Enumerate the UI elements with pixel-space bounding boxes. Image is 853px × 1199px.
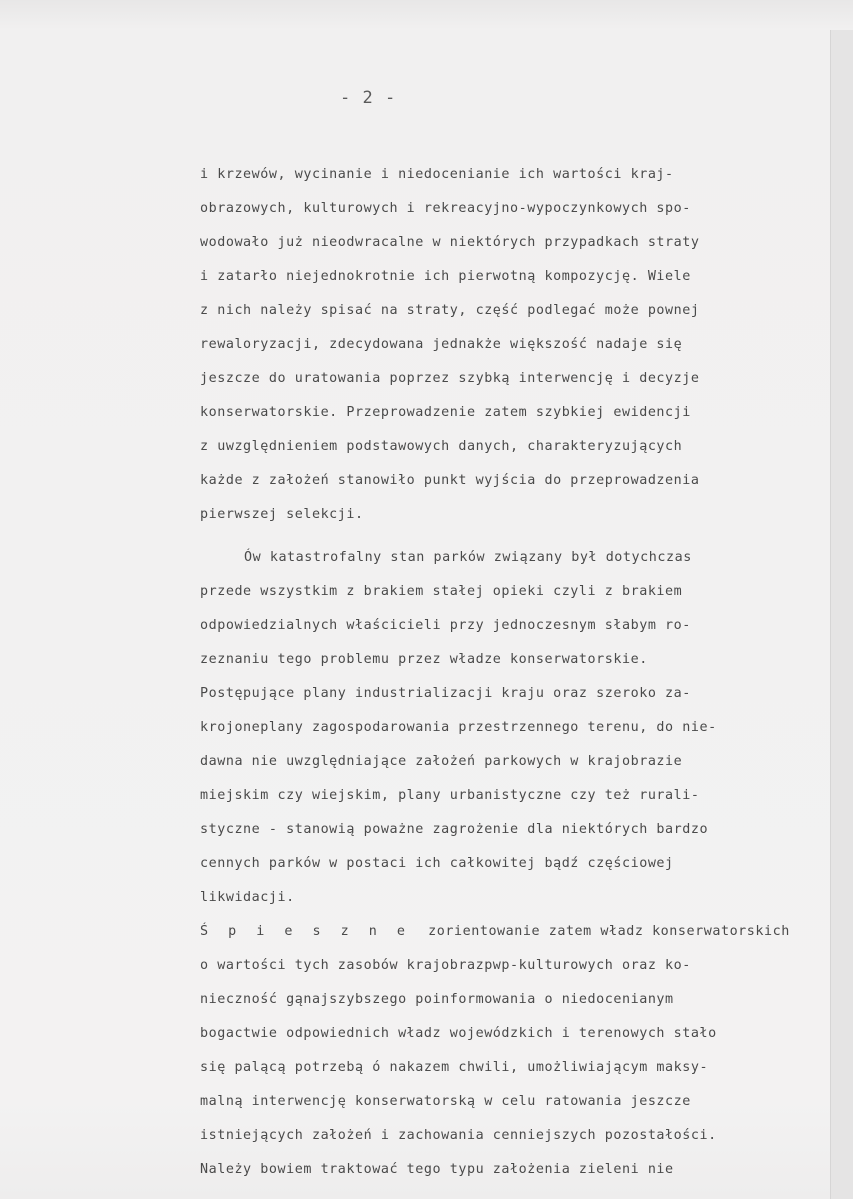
emphasized-word: Ś p i e s z n e xyxy=(200,924,411,939)
paragraph-2 xyxy=(200,541,825,915)
text-line-rest: zorientowanie zatem władz konserwatorskich xyxy=(410,924,790,939)
text-line: przede wszystkim z brakiem stałej opieki czyli z brakiem xyxy=(200,584,683,599)
text-line: rewaloryzacji, zdecydowana jednakże większość nadaje się xyxy=(200,337,683,352)
text-line: każde z założeń stanowiło punkt wyjścia do przeprowadzenia xyxy=(200,473,700,488)
text-line: jeszcze do uratowania poprzez szybką interwencję i decyzje xyxy=(200,371,700,386)
text-line: Należy bowiem traktować tego typu założenia zieleni nie xyxy=(200,1162,674,1177)
text-line: malną interwencję konserwatorską w celu ratowania jeszcze xyxy=(200,1094,691,1109)
text-line: zeznaniu tego problemu przez władze konserwatorskie. xyxy=(200,652,648,667)
text-line: istniejących założeń i zachowania cenniejszych pozostałości. xyxy=(200,1128,717,1143)
text-line: się palącą potrzebą ó nakazem chwili, umożliwiającym maksy- xyxy=(200,1060,709,1075)
paragraph-1 xyxy=(200,158,825,532)
text-line: i krzewów, wycinanie i niedocenianie ich wartości kraj- xyxy=(200,167,674,182)
text-line: z nich należy spisać na straty, część podlegać może pownej xyxy=(200,303,700,318)
text-line: likwidacji. xyxy=(200,890,295,905)
text-line: pierwszej selekcji. xyxy=(200,507,364,522)
text-line: i zatarło niejednokrotnie ich pierwotną kompozycję. Wiele xyxy=(200,269,691,284)
text-line: miejskim czy wiejskim, plany urbanistyczne czy też rurali- xyxy=(200,788,700,803)
text-line: krojoneplany zagospodarowania przestrzennego terenu, do nie- xyxy=(200,720,717,735)
text-line: styczne - stanowią poważne zagrożenie dla niektórych bardzo xyxy=(200,822,709,837)
text-line: konserwatorskie. Przeprowadzenie zatem szybkiej ewidencji xyxy=(200,405,691,420)
text-line: cennych parków w postaci ich całkowitej bądź częściowej xyxy=(200,856,674,871)
text-line: nieczność gąnajszybszego poinformowania o niedocenianym xyxy=(200,992,674,1007)
text-line: obrazowych, kulturowych i rekreacyjno-wypoczynkowych spo- xyxy=(200,201,691,216)
text-line xyxy=(200,915,825,949)
text-line: bogactwie odpowiednich władz wojewódzkich i terenowych stało xyxy=(200,1026,717,1041)
text-line: odpowiedzialnych właścicieli przy jednoczesnym słabym ro- xyxy=(200,618,691,633)
text-line: o wartości tych zasobów krajobrazpwp-kulturowych oraz ko- xyxy=(200,958,691,973)
paragraph-gap xyxy=(200,532,825,541)
page-number: - 2 - xyxy=(340,88,397,108)
text-line: z uwzględnieniem podstawowych danych, charakteryzujących xyxy=(200,439,683,454)
paragraph-3 xyxy=(200,915,825,1187)
text-line: wodowało już nieodwracalne w niektórych przypadkach straty xyxy=(200,235,700,250)
text-line: Postępujące plany industrializacji kraju oraz szeroko za- xyxy=(200,686,691,701)
page-edge-shadow xyxy=(830,30,853,1199)
text-line: Ów katastrofalny stan parków związany był dotychczas xyxy=(244,550,692,565)
body-text xyxy=(200,158,825,1187)
text-line: dawna nie uwzględniające założeń parkowych w krajobrazie xyxy=(200,754,683,769)
